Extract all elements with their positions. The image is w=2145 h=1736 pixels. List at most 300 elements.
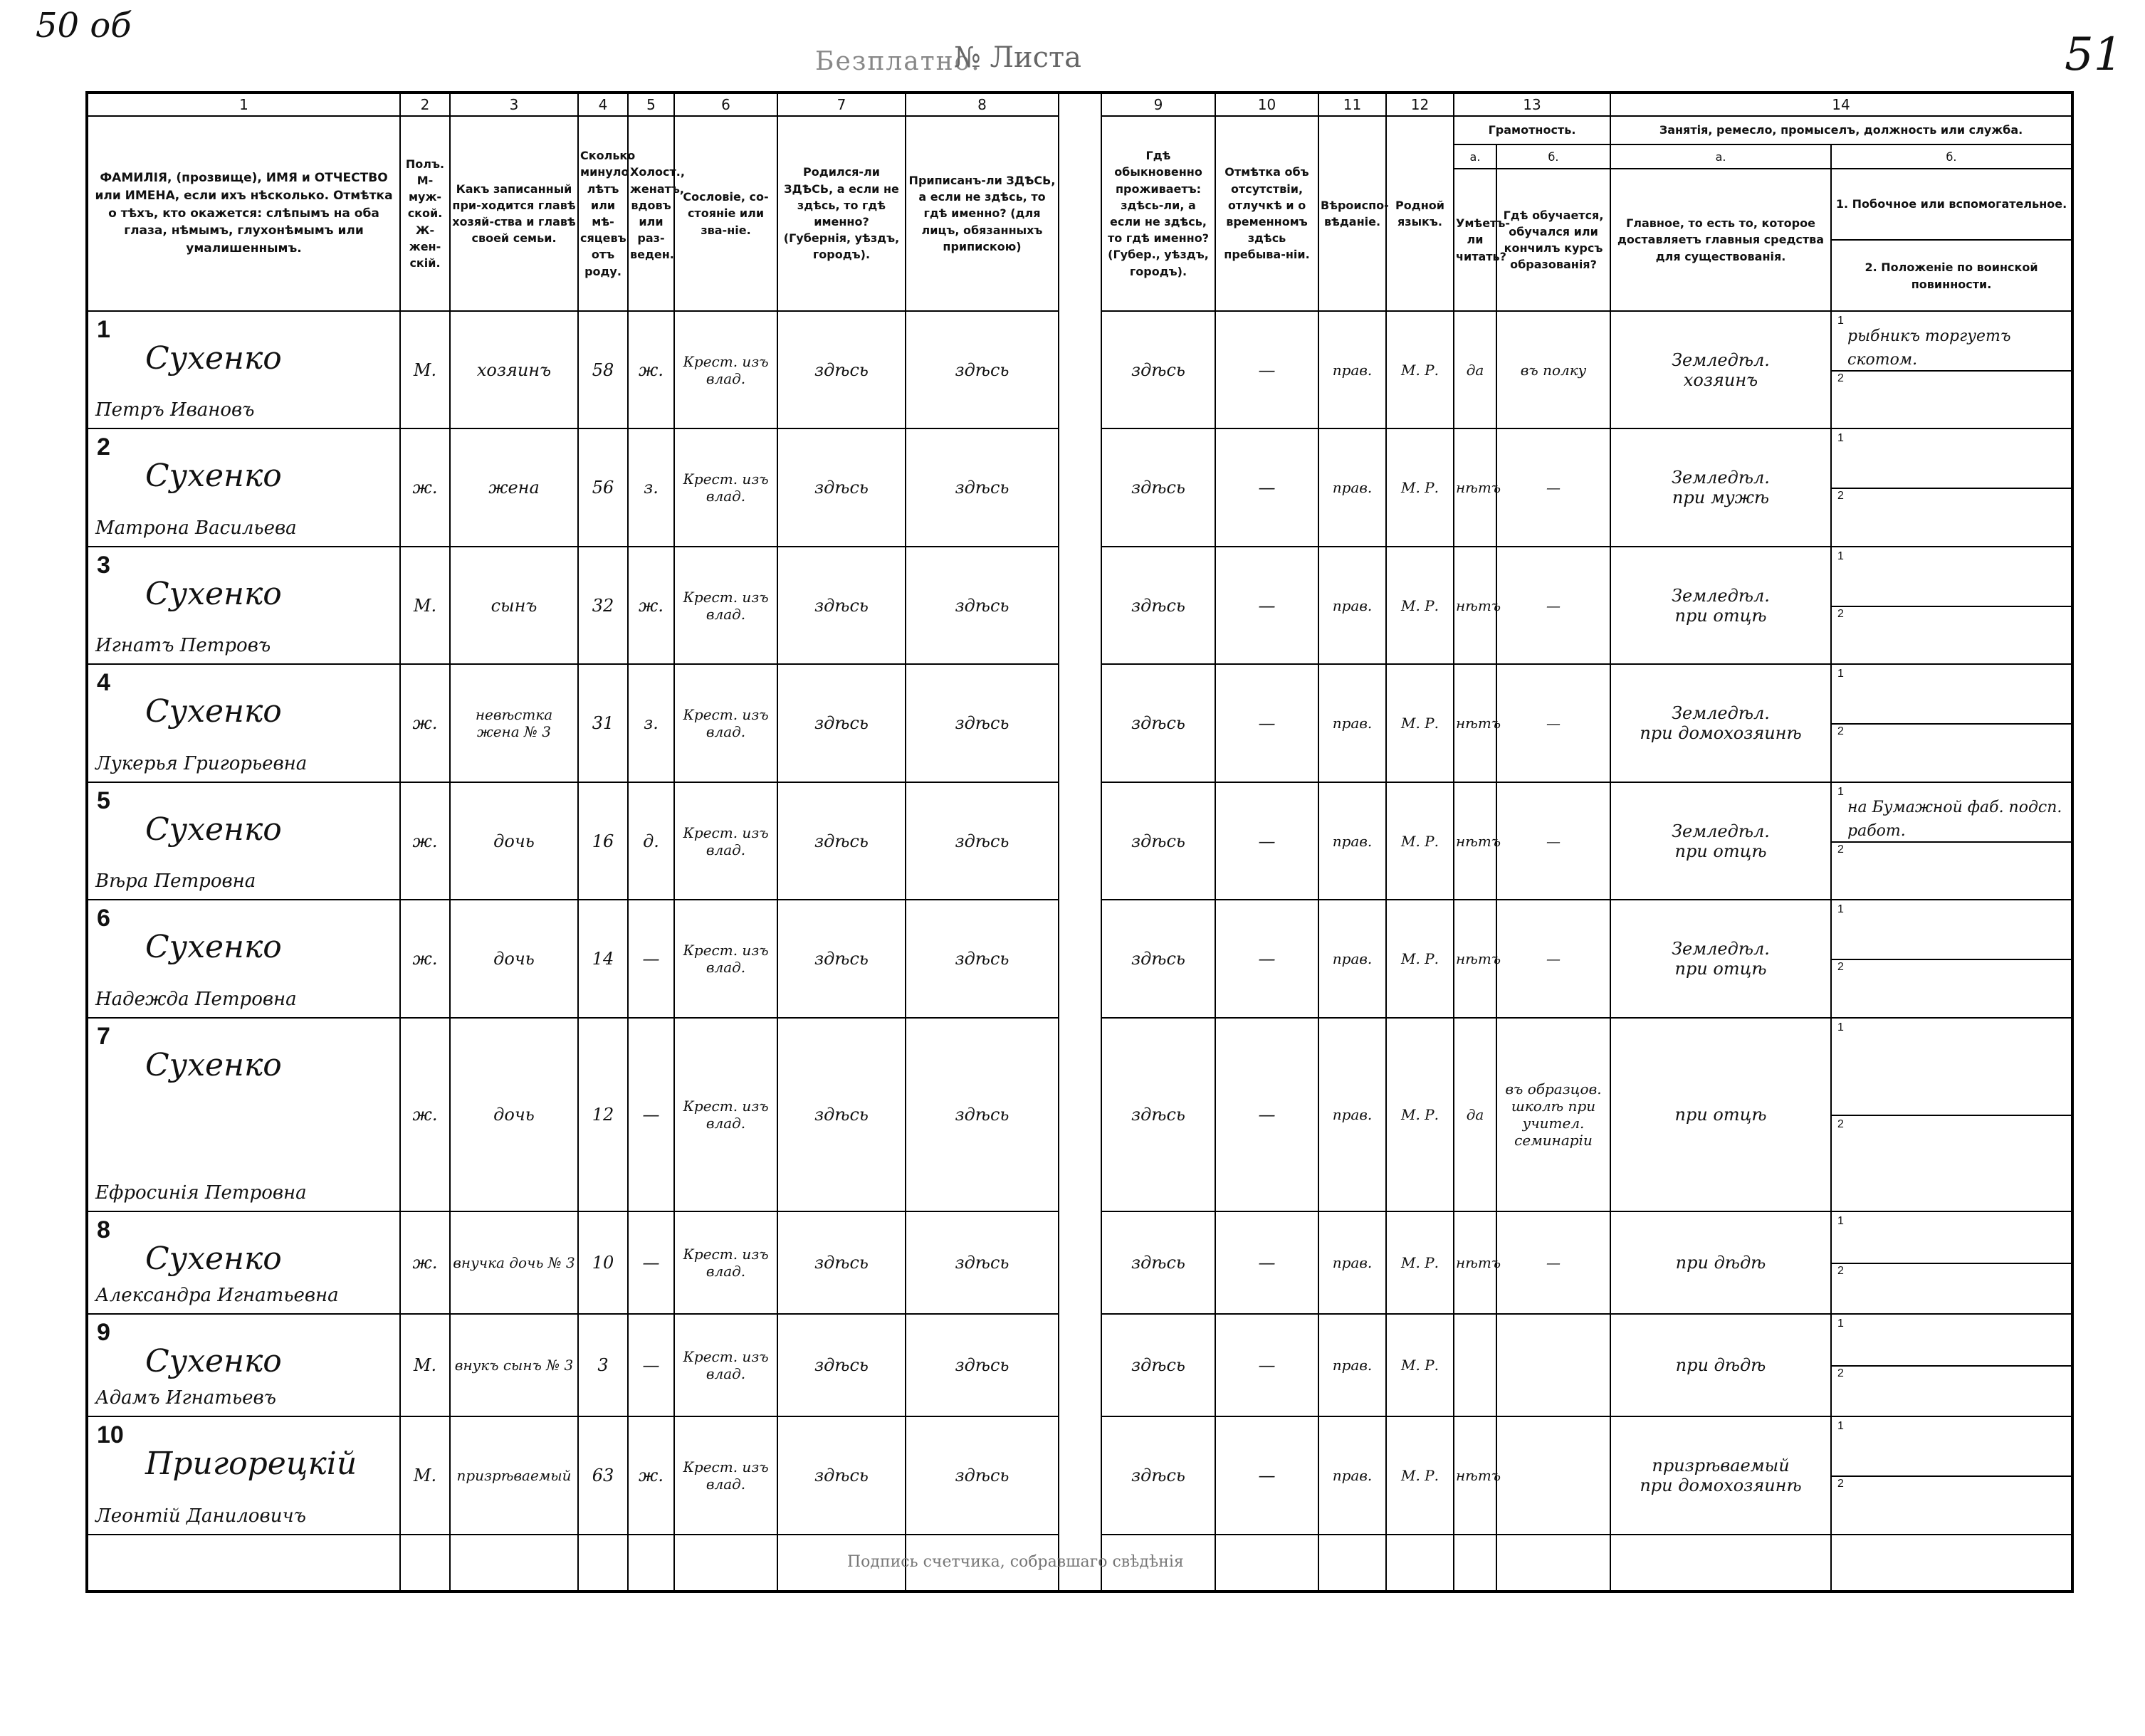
- fold-gap: [1059, 1018, 1101, 1211]
- surname: Сухенко: [145, 1241, 282, 1278]
- surname: Сухенко: [145, 1046, 282, 1083]
- row-number: 4: [97, 669, 110, 697]
- header-side-1: 1. Побочное или вспомогательное.: [1832, 169, 2071, 241]
- name-cell: [87, 782, 400, 900]
- table-row: [87, 1211, 2072, 1314]
- relation: невѣстка жена № 3: [450, 664, 578, 782]
- estate: Крест. изъ влад.: [674, 547, 777, 664]
- birthplace: здѣсь: [777, 547, 906, 664]
- side-marker-1: 1: [1837, 1021, 1844, 1033]
- birthplace: здѣсь: [777, 1416, 906, 1535]
- header-occupation-b-mark: б.: [1831, 144, 2072, 169]
- estate: Крест. изъ влад.: [674, 900, 777, 1017]
- fold-gap: [1059, 116, 1101, 311]
- birthplace: здѣсь: [777, 1018, 906, 1211]
- side-divider: [1832, 370, 2071, 372]
- side-occupation: [1831, 900, 2072, 1017]
- birthplace: здѣсь: [777, 900, 906, 1017]
- main-occupation: [1610, 1018, 1831, 1211]
- fold-gap: [1059, 782, 1101, 900]
- religion: прав.: [1318, 1416, 1386, 1535]
- can-read: да: [1454, 1018, 1496, 1211]
- residence: здѣсь: [1101, 428, 1215, 546]
- fold-gap: [1059, 900, 1101, 1017]
- fold-gap: [1059, 93, 1101, 116]
- header-literacy-b-mark: б.: [1496, 144, 1610, 169]
- sex: М.: [400, 311, 450, 428]
- fold-gap: [1059, 1211, 1101, 1314]
- native-language: М. Р.: [1386, 1416, 1454, 1535]
- estate: Крест. изъ влад.: [674, 311, 777, 428]
- age: 14: [578, 900, 628, 1017]
- religion: прав.: [1318, 1211, 1386, 1314]
- header-name: ФАМИЛІЯ, (прозвище), ИМЯ и ОТЧЕСТВО или ИМЕНА, если ихъ нѣсколько. Отмѣтка о тѣхъ, кто окажется: слѣпымъ на оба глаза, нѣмымъ, глухонѣмымъ или умалишеннымъ.: [87, 116, 400, 311]
- header-occupation-a-mark: а.: [1610, 144, 1831, 169]
- residence: здѣсь: [1101, 664, 1215, 782]
- occupation-line-1: Земледѣл.: [1672, 585, 1770, 606]
- table-row: [87, 1018, 2072, 1211]
- occupation-line-2: при дѣдѣ: [1675, 1355, 1766, 1376]
- header-resides: Гдѣ обыкновенно проживаетъ: здѣсь-ли, а если не здѣсь, то гдѣ именно? (Губер., уѣздъ, городъ).: [1101, 116, 1215, 311]
- can-read: нѣтъ: [1454, 1416, 1496, 1535]
- occupation-line-1: Земледѣл.: [1672, 703, 1770, 724]
- side-marker-2: 2: [1837, 1478, 1844, 1490]
- side-divider: [1832, 723, 2071, 725]
- religion: прав.: [1318, 547, 1386, 664]
- occupation-line-2: при дѣдѣ: [1675, 1253, 1766, 1273]
- table-row: [87, 311, 2072, 428]
- education: —: [1496, 1211, 1610, 1314]
- residence: здѣсь: [1101, 782, 1215, 900]
- absence: —: [1215, 311, 1318, 428]
- side-occupation: [1831, 782, 2072, 900]
- occupation-line-2: при отцѣ: [1674, 1105, 1767, 1125]
- occupation-line-2: при отцѣ: [1674, 605, 1767, 626]
- relation: жена: [450, 428, 578, 546]
- native-language: М. Р.: [1386, 1018, 1454, 1211]
- main-occupation: [1610, 1416, 1831, 1535]
- education: —: [1496, 782, 1610, 900]
- fold-gap: [1059, 547, 1101, 664]
- surname: Сухенко: [145, 458, 282, 495]
- education: [1496, 1416, 1610, 1535]
- header-side-occupation: [1831, 169, 2072, 311]
- side-marker-1: 1: [1837, 432, 1844, 445]
- sex: ж.: [400, 664, 450, 782]
- marital-status: з.: [628, 664, 674, 782]
- education: въ образцов. школѣ при учител. семинаріи: [1496, 1018, 1610, 1211]
- relation: дочь: [450, 782, 578, 900]
- counter-signature-line: Подпись счетчика, собравшаго свѣдѣнія: [847, 1553, 1184, 1571]
- col-num-10: 10: [1215, 93, 1318, 116]
- side-divider: [1832, 1115, 2071, 1116]
- table-row: [87, 782, 2072, 900]
- age: 56: [578, 428, 628, 546]
- religion: прав.: [1318, 1018, 1386, 1211]
- header-marital: Холост., женатъ, вдовъ или раз-веден.: [628, 116, 674, 311]
- can-read: нѣтъ: [1454, 428, 1496, 546]
- occupation-line-1: Земледѣл.: [1672, 821, 1770, 841]
- side-occupation-text: на Бумажной фаб. подсп. работ.: [1847, 798, 2062, 840]
- sex: ж.: [400, 900, 450, 1017]
- occupation-line-1: Земледѣл.: [1672, 349, 1770, 370]
- can-read: нѣтъ: [1454, 547, 1496, 664]
- occupation-line-2: при домохозяинѣ: [1640, 1475, 1802, 1496]
- name-cell: [87, 1416, 400, 1535]
- col-num-5: 5: [628, 93, 674, 116]
- main-occupation: [1610, 1211, 1831, 1314]
- archive-folio-right: 51: [2065, 28, 2123, 81]
- relation: хозяинъ: [450, 311, 578, 428]
- birthplace: здѣсь: [777, 428, 906, 546]
- side-marker-1: 1: [1837, 1215, 1844, 1228]
- fold-gap: [1059, 664, 1101, 782]
- occupation-line-2: при мужѣ: [1672, 488, 1770, 508]
- side-occupation: [1831, 1314, 2072, 1416]
- row-number: 8: [97, 1216, 110, 1244]
- registered: здѣсь: [906, 1211, 1059, 1314]
- marital-status: —: [628, 1211, 674, 1314]
- residence: здѣсь: [1101, 311, 1215, 428]
- side-occupation: [1831, 428, 2072, 546]
- side-marker-1: 1: [1837, 785, 1844, 798]
- main-occupation: [1610, 1314, 1831, 1416]
- estate: Крест. изъ влад.: [674, 1211, 777, 1314]
- sex: ж.: [400, 428, 450, 546]
- side-occupation-text: рыбникъ торгуетъ скотом.: [1847, 327, 2011, 369]
- sex: ж.: [400, 1018, 450, 1211]
- col-num-9: 9: [1101, 93, 1215, 116]
- relation: внукъ сынъ № 3: [450, 1314, 578, 1416]
- age: 63: [578, 1416, 628, 1535]
- side-marker-1: 1: [1837, 315, 1844, 327]
- age: 32: [578, 547, 628, 664]
- col-num-13: 13: [1454, 93, 1610, 116]
- estate: Крест. изъ влад.: [674, 428, 777, 546]
- census-table: [85, 91, 2074, 1593]
- given-names: Лукерья Григорьевна: [95, 752, 308, 774]
- side-occupation: [1831, 664, 2072, 782]
- birthplace: здѣсь: [777, 311, 906, 428]
- header-main-occupation: Главное, то есть то, которое доставляетъ главныя средства для существованія.: [1610, 169, 1831, 311]
- education: —: [1496, 664, 1610, 782]
- given-names: Ефросинія Петровна: [95, 1182, 307, 1204]
- side-marker-2: 2: [1837, 1367, 1844, 1380]
- native-language: М. Р.: [1386, 782, 1454, 900]
- name-cell: [87, 664, 400, 782]
- fold-gap: [1059, 1314, 1101, 1416]
- residence: здѣсь: [1101, 1314, 1215, 1416]
- side-marker-2: 2: [1837, 1265, 1844, 1278]
- side-occupation: [1831, 1018, 2072, 1211]
- given-names: Игнатъ Петровъ: [95, 635, 271, 657]
- main-occupation: [1610, 900, 1831, 1017]
- table-row: [87, 428, 2072, 546]
- education: —: [1496, 547, 1610, 664]
- absence: —: [1215, 1416, 1318, 1535]
- given-names: Вѣра Петровна: [95, 870, 256, 893]
- sex: М.: [400, 1416, 450, 1535]
- relation: сынъ: [450, 547, 578, 664]
- side-marker-2: 2: [1837, 372, 1844, 384]
- native-language: М. Р.: [1386, 311, 1454, 428]
- header-row-1: [87, 116, 2072, 144]
- row-number: 6: [97, 905, 110, 932]
- occupation-line-2: при отцѣ: [1674, 959, 1767, 979]
- header-religion: Вѣроиспо-вѣданіе.: [1318, 116, 1386, 311]
- table-row: [87, 547, 2072, 664]
- side-marker-1: 1: [1837, 903, 1844, 916]
- row-number: 10: [97, 1421, 124, 1449]
- registered: здѣсь: [906, 1018, 1059, 1211]
- col-num-7: 7: [777, 93, 906, 116]
- column-number-row: [87, 93, 2072, 116]
- surname: Сухенко: [145, 575, 282, 612]
- main-occupation: [1610, 547, 1831, 664]
- free-stamp: Безплатно.: [815, 47, 981, 76]
- side-occupation: [1831, 1211, 2072, 1314]
- registered: здѣсь: [906, 782, 1059, 900]
- header-military: 2. Положеніе по воинской повинности.: [1865, 261, 2038, 291]
- side-marker-1: 1: [1837, 1317, 1844, 1330]
- main-occupation: [1610, 782, 1831, 900]
- fold-gap: [1059, 1416, 1101, 1535]
- religion: прав.: [1318, 311, 1386, 428]
- surname: Сухенко: [145, 340, 282, 377]
- religion: прав.: [1318, 428, 1386, 546]
- name-cell: [87, 900, 400, 1017]
- header-language: Родной языкъ.: [1386, 116, 1454, 311]
- absence: —: [1215, 664, 1318, 782]
- row-number: 3: [97, 551, 110, 579]
- header-sex: Полъ. М-муж-ской. Ж-жен-скій.: [400, 116, 450, 311]
- marital-status: ж.: [628, 311, 674, 428]
- name-cell: [87, 311, 400, 428]
- religion: прав.: [1318, 664, 1386, 782]
- can-read: нѣтъ: [1454, 1211, 1496, 1314]
- birthplace: здѣсь: [777, 664, 906, 782]
- can-read: [1454, 1314, 1496, 1416]
- col-num-14: 14: [1610, 93, 2072, 116]
- absence: —: [1215, 900, 1318, 1017]
- given-names: Леонтій Даниловичъ: [95, 1505, 306, 1527]
- residence: здѣсь: [1101, 1211, 1215, 1314]
- col-num-8: 8: [906, 93, 1059, 116]
- absence: —: [1215, 428, 1318, 546]
- side-marker-2: 2: [1837, 490, 1844, 503]
- side-divider: [1832, 488, 2071, 489]
- header-registered: Приписанъ-ли ЗДѢСЬ, а если не здѣсь, то гдѣ именно? (для лицъ, обязанныхъ припискою): [906, 116, 1059, 311]
- col-num-11: 11: [1318, 93, 1386, 116]
- surname: Сухенко: [145, 929, 282, 966]
- age: 16: [578, 782, 628, 900]
- occupation-line-1: Земледѣл.: [1672, 468, 1770, 488]
- main-occupation: [1610, 428, 1831, 546]
- side-occupation: [1831, 311, 2072, 428]
- can-read: да: [1454, 311, 1496, 428]
- marital-status: —: [628, 1018, 674, 1211]
- absence: —: [1215, 1211, 1318, 1314]
- birthplace: здѣсь: [777, 1314, 906, 1416]
- side-divider: [1832, 1365, 2071, 1367]
- native-language: М. Р.: [1386, 664, 1454, 782]
- education: —: [1496, 428, 1610, 546]
- side-divider: [1832, 1475, 2071, 1477]
- residence: здѣсь: [1101, 547, 1215, 664]
- header-age: Сколько минуло лѣтъ или мѣ-сяцевъ отъ роду.: [578, 116, 628, 311]
- header-born: Родился-ли ЗДѢСЬ, а если не здѣсь, то гдѣ именно? (Губернія, уѣздъ, городъ).: [777, 116, 906, 311]
- estate: Крест. изъ влад.: [674, 664, 777, 782]
- header-literacy-a-mark: а.: [1454, 144, 1496, 169]
- side-divider: [1832, 606, 2071, 607]
- name-cell: [87, 1211, 400, 1314]
- absence: —: [1215, 547, 1318, 664]
- side-marker-1: 1: [1837, 668, 1844, 680]
- main-occupation: [1610, 311, 1831, 428]
- name-cell: [87, 1018, 400, 1211]
- surname: Пригорецкій: [145, 1446, 357, 1483]
- side-divider: [1832, 1263, 2071, 1264]
- can-read: нѣтъ: [1454, 900, 1496, 1017]
- religion: прав.: [1318, 900, 1386, 1017]
- registered: здѣсь: [906, 311, 1059, 428]
- estate: Крест. изъ влад.: [674, 782, 777, 900]
- row-number: 9: [97, 1319, 110, 1347]
- given-names: Адамъ Игнатьевъ: [95, 1387, 276, 1409]
- relation: внучка дочь № 3: [450, 1211, 578, 1314]
- education: [1496, 1314, 1610, 1416]
- occupation-line-2: при отцѣ: [1674, 841, 1767, 861]
- registered: здѣсь: [906, 428, 1059, 546]
- header-estate: Сословіе, со-стояніе или зва-ніе.: [674, 116, 777, 311]
- registered: здѣсь: [906, 664, 1059, 782]
- name-cell: [87, 1314, 400, 1416]
- absence: —: [1215, 782, 1318, 900]
- col-num-1: 1: [87, 93, 400, 116]
- age: 58: [578, 311, 628, 428]
- religion: прав.: [1318, 1314, 1386, 1416]
- side-divider: [1832, 841, 2071, 843]
- fold-gap: [1059, 428, 1101, 546]
- table-row: [87, 1416, 2072, 1535]
- age: 12: [578, 1018, 628, 1211]
- table-row: [87, 664, 2072, 782]
- col-num-12: 12: [1386, 93, 1454, 116]
- col-num-6: 6: [674, 93, 777, 116]
- given-names: Матрона Васильева: [95, 517, 297, 539]
- surname: Сухенко: [145, 693, 282, 730]
- header-occupation: Занятія, ремесло, промыселъ, должность или служба.: [1610, 116, 2072, 144]
- estate: Крест. изъ влад.: [674, 1314, 777, 1416]
- age: 10: [578, 1211, 628, 1314]
- native-language: М. Р.: [1386, 428, 1454, 546]
- header-relation: Какъ записанный при-ходится главѣ хозяй-ства и главѣ своей семьи.: [450, 116, 578, 311]
- registered: здѣсь: [906, 1416, 1059, 1535]
- marital-status: —: [628, 900, 674, 1017]
- given-names: Надежда Петровна: [95, 988, 297, 1010]
- row-number: 7: [97, 1022, 110, 1050]
- col-num-2: 2: [400, 93, 450, 116]
- side-marker-2: 2: [1837, 843, 1844, 856]
- side-marker-2: 2: [1837, 607, 1844, 620]
- birthplace: здѣсь: [777, 1211, 906, 1314]
- marital-status: ж.: [628, 547, 674, 664]
- age: 3: [578, 1314, 628, 1416]
- side-marker-1: 1: [1837, 549, 1844, 562]
- marital-status: ж.: [628, 1416, 674, 1535]
- marital-status: д.: [628, 782, 674, 900]
- residence: здѣсь: [1101, 1416, 1215, 1535]
- relation: дочь: [450, 900, 578, 1017]
- native-language: М. Р.: [1386, 900, 1454, 1017]
- age: 31: [578, 664, 628, 782]
- registered: здѣсь: [906, 1314, 1059, 1416]
- relation: дочь: [450, 1018, 578, 1211]
- sheet-number-label: № Листа: [954, 41, 1081, 74]
- side-occupation: [1831, 547, 2072, 664]
- can-read: нѣтъ: [1454, 782, 1496, 900]
- row-number: 5: [97, 787, 110, 814]
- estate: Крест. изъ влад.: [674, 1416, 777, 1535]
- registered: здѣсь: [906, 547, 1059, 664]
- sex: М.: [400, 547, 450, 664]
- table-row: [87, 1314, 2072, 1416]
- occupation-line-1: Земледѣл.: [1672, 939, 1770, 959]
- table-row: [87, 900, 2072, 1017]
- registered: здѣсь: [906, 900, 1059, 1017]
- relation: призрѣваемый: [450, 1416, 578, 1535]
- estate: Крест. изъ влад.: [674, 1018, 777, 1211]
- side-marker-2: 2: [1837, 961, 1844, 974]
- occupation-line-2: при домохозяинѣ: [1640, 723, 1802, 744]
- given-names: Александра Игнатьевна: [95, 1285, 339, 1307]
- education: въ полку: [1496, 311, 1610, 428]
- surname: Сухенко: [145, 1343, 282, 1380]
- main-occupation: [1610, 664, 1831, 782]
- col-num-4: 4: [578, 93, 628, 116]
- side-occupation: [1831, 1416, 2072, 1535]
- side-marker-1: 1: [1837, 1420, 1844, 1433]
- occupation-line-1: призрѣваемый: [1652, 1456, 1790, 1476]
- marital-status: з.: [628, 428, 674, 546]
- marital-status: —: [628, 1314, 674, 1416]
- occupation-line-2: хозяинъ: [1683, 369, 1758, 390]
- religion: прав.: [1318, 782, 1386, 900]
- row-number: 2: [97, 433, 110, 461]
- education: —: [1496, 900, 1610, 1017]
- header-literacy: Грамотность.: [1454, 116, 1610, 144]
- residence: здѣсь: [1101, 1018, 1215, 1211]
- native-language: М. Р.: [1386, 1211, 1454, 1314]
- absence: —: [1215, 1018, 1318, 1211]
- header-can-read: Умѣетъ-ли читать?: [1454, 169, 1496, 311]
- native-language: М. Р.: [1386, 547, 1454, 664]
- sex: ж.: [400, 782, 450, 900]
- absence: —: [1215, 1314, 1318, 1416]
- can-read: нѣтъ: [1454, 664, 1496, 782]
- sex: ж.: [400, 1211, 450, 1314]
- side-marker-2: 2: [1837, 1118, 1844, 1131]
- name-cell: [87, 428, 400, 546]
- name-cell: [87, 547, 400, 664]
- side-marker-2: 2: [1837, 725, 1844, 738]
- sex: М.: [400, 1314, 450, 1416]
- header-education: Гдѣ обучается, обучался или кончилъ курсъ образованія?: [1496, 169, 1610, 311]
- birthplace: здѣсь: [777, 782, 906, 900]
- archive-folio-left: 50 об: [36, 6, 132, 46]
- native-language: М. Р.: [1386, 1314, 1454, 1416]
- fold-gap: [1059, 311, 1101, 428]
